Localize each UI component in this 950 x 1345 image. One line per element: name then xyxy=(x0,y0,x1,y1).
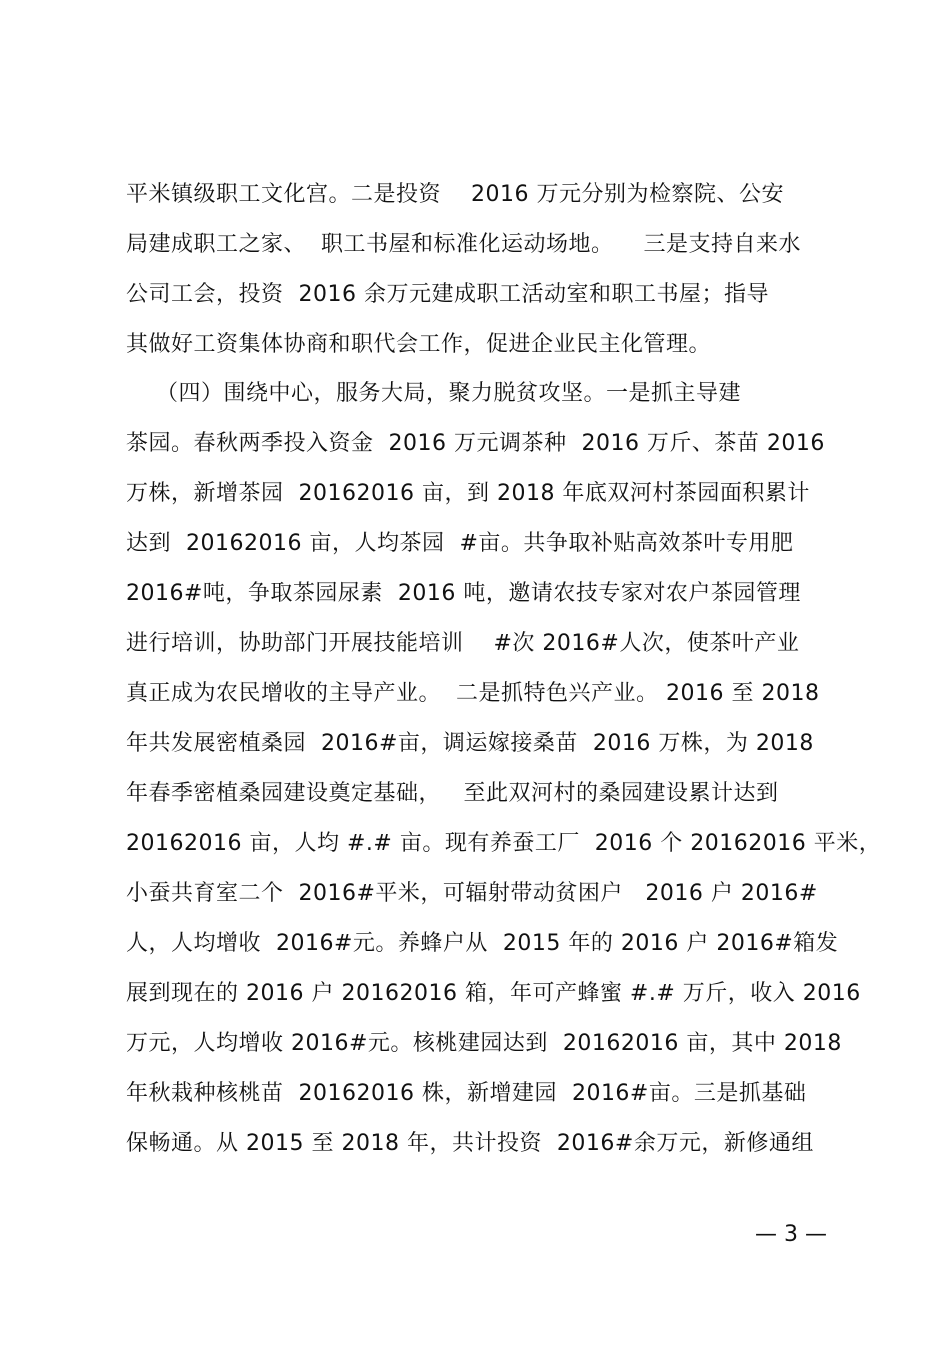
body-text-line: 年共发展密植桑园 2016#亩，调运嫁接桑苗 2016 万株，为 2018 xyxy=(126,731,814,756)
body-text-line: 年秋栽种核桃苗 20162016 株，新增建园 2016#亩。三是抓基础 xyxy=(126,1081,807,1106)
body-text-line: 小蚕共育室二个 2016#平米，可辐射带动贫困户 2016 户 2016# xyxy=(126,881,818,906)
body-text-line: 进行培训，协助部门开展技能培训 #次 2016#人次，使茶叶产业 xyxy=(126,631,800,656)
body-text-line: 2016#吨，争取茶园尿素 2016 吨，邀请农技专家对农户茶园管理 xyxy=(126,581,801,606)
body-text-line: 万元，人均增收 2016#元。核桃建园达到 20162016 亩，其中 2018 xyxy=(126,1031,842,1056)
body-text-line: 局建成职工之家、 职工书屋和标准化运动场地。 三是支持自来水 xyxy=(126,232,801,257)
body-text-line: 真正成为农民增收的主导产业。 二是抓特色兴产业。 2016 至 2018 xyxy=(126,681,820,706)
body-text-line: 人，人均增收 2016#元。养蜂户从 2015 年的 2016 户 2016#箱发 xyxy=(126,931,839,956)
body-text-line: 茶园。春秋两季投入资金 2016 万元调茶种 2016 万斤、茶苗 2016 xyxy=(126,431,825,456)
body-text-line: 公司工会，投资 2016 余万元建成职工活动室和职工书屋；指导 xyxy=(126,282,769,307)
body-text-line: 年春季密植桑园建设奠定基础， 至此双河村的桑园建设累计达到 xyxy=(126,781,779,806)
body-text-line: 保畅通。从 2015 至 2018 年，共计投资 2016#余万元，新修通组 xyxy=(126,1131,814,1156)
page-number: — 3 — xyxy=(755,1222,827,1247)
body-text-line: （四）围绕中心，服务大局，聚力脱贫攻坚。一是抓主导建 xyxy=(126,381,741,406)
body-text-line: 万株，新增茶园 20162016 亩，到 2018 年底双河村茶园面积累计 xyxy=(126,481,810,506)
body-text-line: 展到现在的 2016 户 20162016 箱，年可产蜂蜜 #.# 万斤，收入 2016 xyxy=(126,981,861,1006)
body-text-line: 平米镇级职工文化宫。二是投资 2016 万元分别为检察院、公安 xyxy=(126,182,784,207)
body-text-line: 达到 20162016 亩，人均茶园 #亩。共争取补贴高效茶叶专用肥 xyxy=(126,531,794,556)
body-text-line: 20162016 亩，人均 #.# 亩。现有养蚕工厂 2016 个 20162016 平米， xyxy=(126,831,882,856)
body-text-line: 其做好工资集体协商和职代会工作，促进企业民主化管理。 xyxy=(126,332,712,357)
